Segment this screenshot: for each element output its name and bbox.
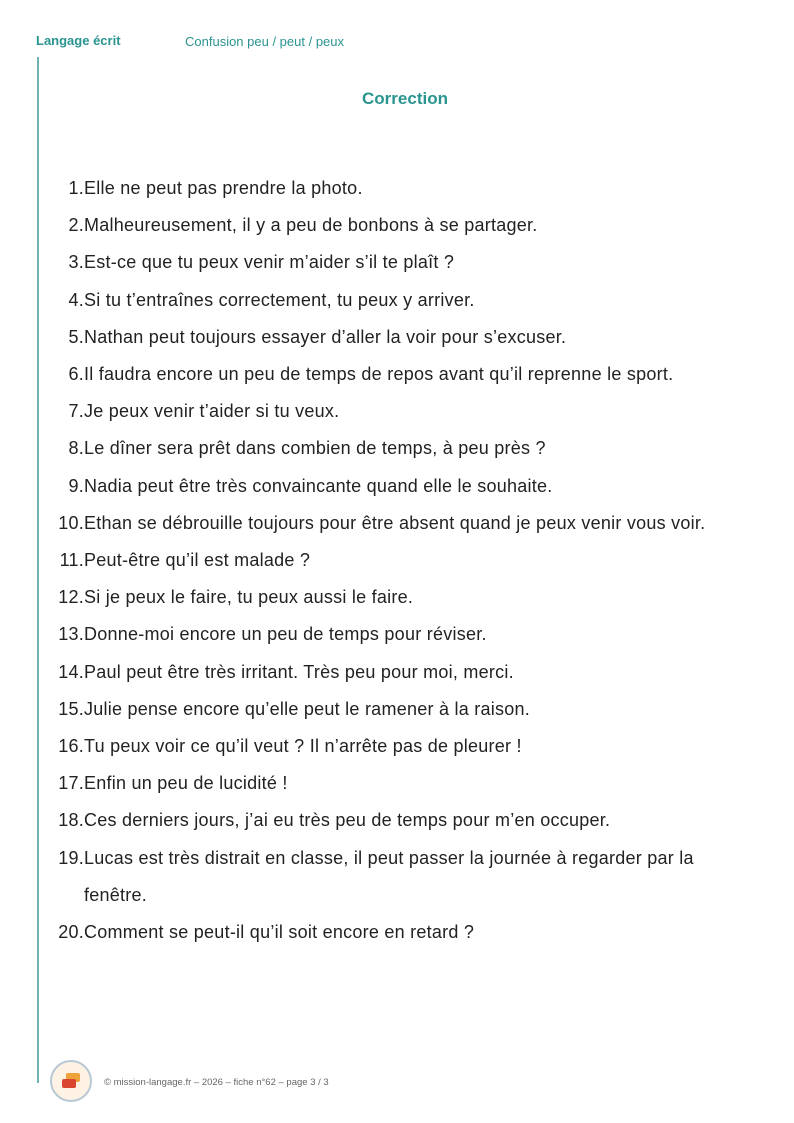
item-number: 11.	[59, 550, 84, 571]
item-text: Tu peux voir ce qu’il veut ? Il n’arrête pas de pleurer !	[84, 736, 522, 757]
item-number: 18.	[58, 810, 84, 831]
item-number: 19.	[58, 847, 84, 868]
item-text: Paul peut être très irritant. Très peu pour moi, merci.	[84, 661, 514, 682]
list-item	[48, 393, 762, 430]
item-text: Je peux venir t’aider si tu veux.	[84, 401, 340, 422]
item-number: 1.	[68, 178, 84, 198]
item-number: 7.	[68, 401, 84, 422]
page-title: Correction	[362, 89, 448, 108]
mission-langage-logo	[50, 1060, 92, 1102]
item-number: 17.	[58, 773, 84, 794]
item-number: 4.	[68, 289, 84, 310]
item-number: 13.	[58, 624, 84, 645]
item-number: 12.	[58, 587, 84, 608]
list-item	[48, 170, 762, 207]
item-number: 16.	[58, 736, 84, 757]
item-text: Julie pense encore qu’elle peut le ramener à la raison.	[84, 698, 531, 719]
topic-label: Confusion peu / peut / peux	[185, 34, 345, 49]
list-item	[48, 468, 762, 505]
list-item	[48, 654, 762, 691]
answers-list	[48, 170, 762, 951]
list-item	[48, 579, 762, 616]
list-item	[48, 505, 762, 542]
item-text: Comment se peut-il qu’il soit encore en retard ?	[84, 922, 475, 943]
list-item	[48, 430, 762, 467]
item-text: Si tu t’entraînes correctement, tu peux y arriver.	[84, 289, 475, 310]
footer-text: © mission-langage.fr – 2026 – fiche n°62 – page 3 / 3	[104, 1077, 329, 1088]
list-item	[48, 914, 762, 951]
item-text: Nadia peut être très convaincante quand elle le souhaite.	[84, 475, 553, 496]
category-label: Langage écrit	[36, 33, 121, 48]
item-number: 8.	[68, 438, 84, 459]
list-item	[48, 616, 762, 653]
item-number: 6.	[68, 364, 84, 385]
item-text: Est-ce que tu peux venir m’aider s’il te plaît ?	[84, 252, 455, 273]
item-number: 9.	[68, 475, 84, 496]
list-item	[48, 691, 762, 728]
item-number: 10.	[58, 512, 84, 533]
item-text: Si je peux le faire, tu peux aussi le faire.	[84, 587, 414, 608]
list-item	[48, 802, 762, 839]
item-number: 5.	[68, 326, 84, 347]
list-item	[48, 244, 762, 281]
list-item	[48, 282, 762, 319]
item-number: 2.	[68, 215, 84, 236]
list-item	[48, 542, 762, 579]
list-item	[48, 319, 762, 356]
item-text: Il faudra encore un peu de temps de repos avant qu’il reprenne le sport.	[84, 364, 674, 385]
item-text: Elle ne peut pas prendre la photo.	[84, 178, 363, 198]
item-text: Enfin un peu de lucidité !	[84, 773, 288, 794]
list-item	[48, 356, 762, 393]
item-number: 14.	[58, 661, 84, 682]
item-number: 15.	[58, 698, 84, 719]
item-text: Ces derniers jours, j’ai eu très peu de temps pour m’en occuper.	[84, 810, 611, 831]
list-item	[48, 765, 762, 802]
item-text: Ethan se débrouille toujours pour être absent quand je peux venir vous voir.	[84, 512, 706, 533]
item-text: Lucas est très distrait en classe, il peut passer la journée à regarder par la fenêtre.	[84, 847, 694, 905]
item-text: Le dîner sera prêt dans combien de temps, à peu près ?	[84, 438, 546, 459]
item-text: Peut-être qu’il est malade ?	[84, 550, 311, 571]
list-item	[48, 728, 762, 765]
item-text: Malheureusement, il y a peu de bonbons à se partager.	[84, 215, 538, 236]
item-text: Donne-moi encore un peu de temps pour réviser.	[84, 624, 487, 645]
item-number: 3.	[68, 252, 84, 273]
item-text: Nathan peut toujours essayer d’aller la voir pour s’excuser.	[84, 326, 567, 347]
item-number: 20.	[58, 922, 84, 943]
list-item	[48, 840, 762, 914]
list-item	[48, 207, 762, 244]
margin-rule	[37, 57, 39, 1083]
